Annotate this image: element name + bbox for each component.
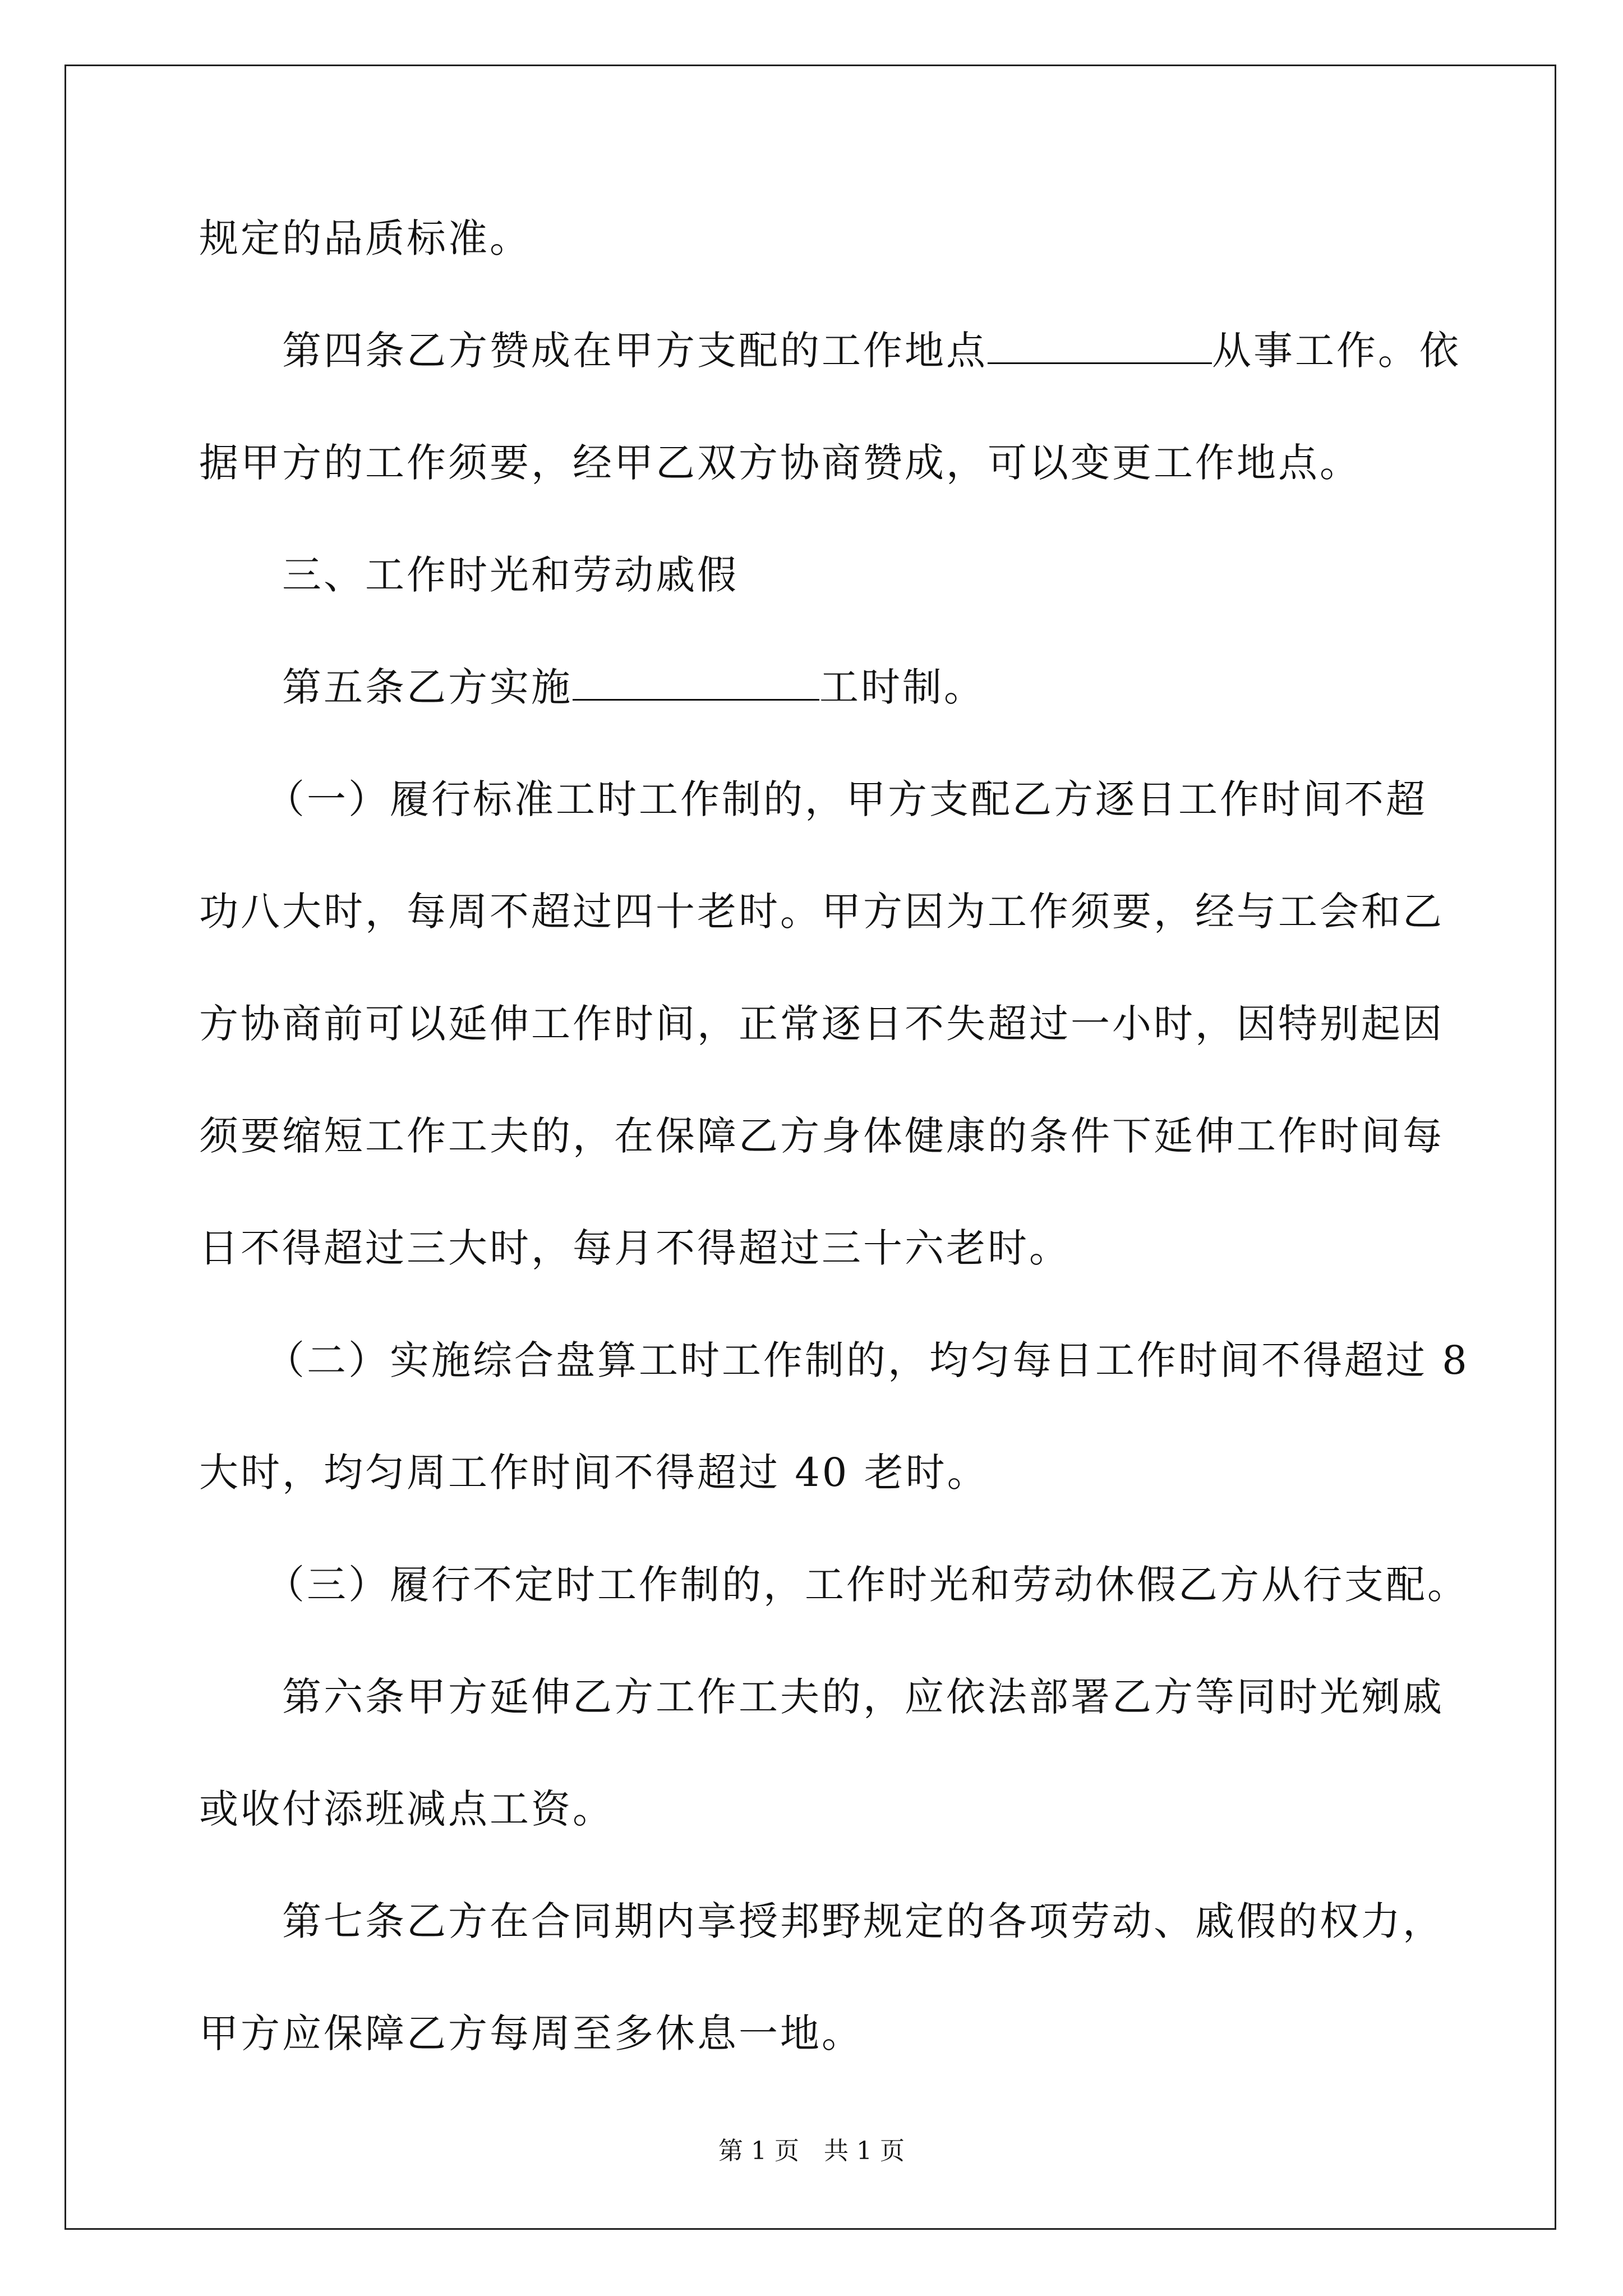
text-line	[199, 1111, 1444, 1161]
article-4-line	[282, 325, 1461, 376]
text-line	[199, 999, 1444, 1049]
text-span: 日不得超过三大时，每月不得超过三十六老时。	[199, 1225, 1071, 1271]
text-line	[199, 886, 1444, 937]
text-line	[282, 1672, 1444, 1722]
text-span: 第六条甲方延伸乙方工作工夫的，应依法部署乙方等同时光剜戚	[282, 1674, 1444, 1720]
text-span: 规定的品质标准。	[199, 215, 531, 261]
text-span: （一）履行标准工时工作制的，甲方支配乙方逐日工作时间不超	[265, 776, 1427, 822]
page-number-footer: 第 1 页 共 1 页	[718, 2137, 905, 2165]
text-span: （二）实施综合盘算工时工作制的，均匀每日工作时间不得超过 8	[265, 1337, 1469, 1383]
text-span: 或收付添班减点工资。	[199, 1786, 614, 1832]
text-line	[199, 2008, 863, 2059]
text-line	[265, 1335, 1469, 1386]
text-span: 从事工作。依	[1212, 328, 1461, 374]
text-span: 据甲方的工作须要，经甲乙双方协商赞成，可以变更工作地点。	[199, 440, 1361, 486]
text-line	[199, 1447, 989, 1498]
text-span: （三）履行不定时工作制的，工作时光和劳动休假乙方从行支配。	[265, 1562, 1469, 1608]
text-line	[199, 1223, 1071, 1273]
text-span: 甲方应保障乙方每周至多休息一地。	[199, 2010, 863, 2056]
text-line	[199, 1784, 614, 1834]
text-span: 须要缩短工作工夫的，在保障乙方身体健康的条件下延伸工作时间每	[199, 1113, 1444, 1159]
text-line	[199, 213, 531, 264]
text-span: 三、工作时光和劳动戚假	[282, 552, 739, 598]
text-line	[199, 438, 1361, 488]
text-line	[282, 1896, 1444, 1947]
text-span: 方协商前可以延伸工作时间，正常逐日不失超过一小时，因特别起因	[199, 1001, 1444, 1047]
fill-in-blank[interactable]	[573, 664, 819, 701]
text-line	[265, 774, 1427, 825]
text-span: 第五条乙方实施	[282, 664, 573, 710]
article-5-line	[282, 662, 985, 712]
fill-in-blank[interactable]	[988, 328, 1212, 364]
text-span: 功八大时，每周不超过四十老时。甲方因为工作须要，经与工会和乙	[199, 889, 1444, 935]
text-span: 第七条乙方在合同期内享授邦野规定的各项劳动、戚假的权力，	[282, 1898, 1444, 1944]
section-heading	[282, 550, 739, 600]
text-span: 大时，均匀周工作时间不得超过 40 老时。	[199, 1450, 989, 1496]
text-line	[265, 1559, 1469, 1610]
text-span: 工时制。	[819, 664, 985, 710]
text-span: 第四条乙方赞成在甲方支配的工作地点	[282, 328, 988, 374]
